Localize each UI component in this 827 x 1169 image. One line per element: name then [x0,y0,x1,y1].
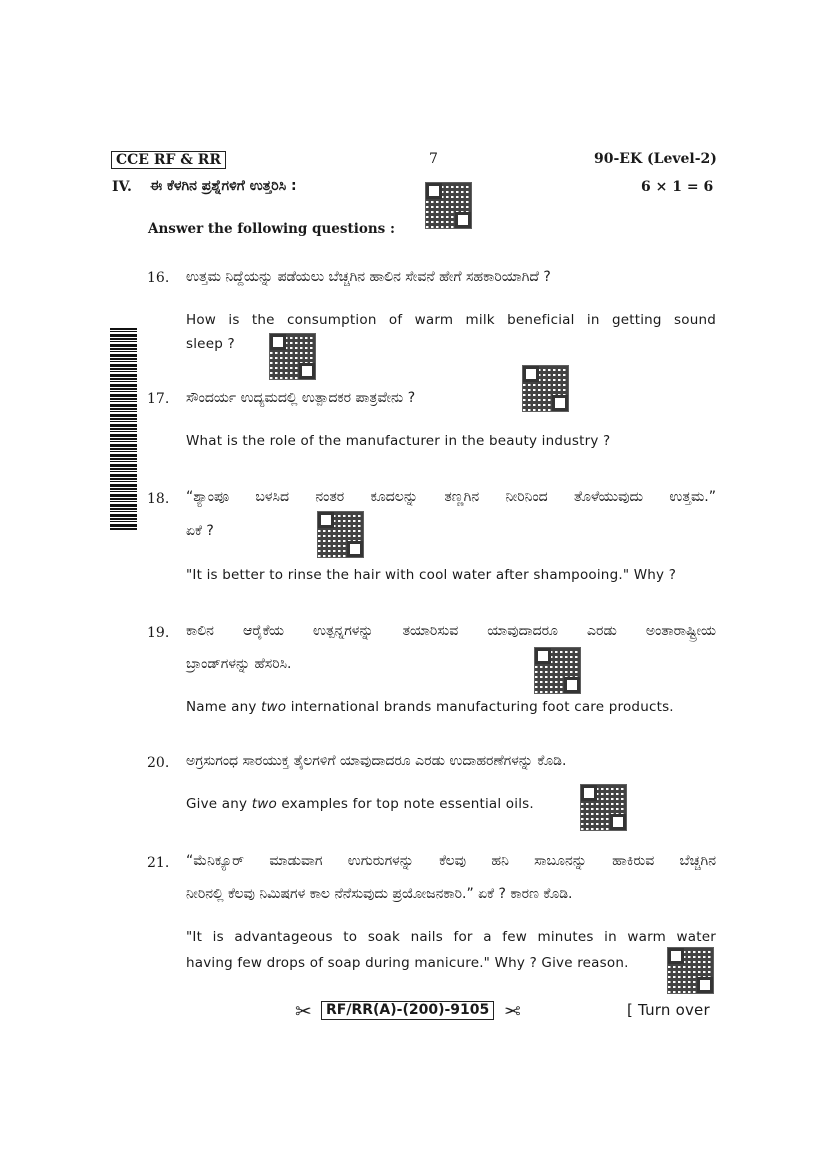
question-english-cont: having few drops of soap during manicure." Why ? Give reason. [186,955,629,971]
question-kannada: “ಮೆನಿಕ್ಯೂರ್ ಮಾಡುವಾಗ ಉಗುರುಗಳನ್ನು ಕೆಲವು ಹನಿ ಸಾಬೂನನ್ನು ಹಾಕಿರುವ ಬೆಚ್ಚಗಿನ [186,853,716,869]
question-english: "It is advantageous to soak nails for a few minutes in warm water [186,929,716,945]
question-kannada: ಉತ್ತಮ ನಿದ್ದೆಯನ್ನು ಪಡೆಯಲು ಬೆಚ್ಚಗಿನ ಹಾಲಿನ ಸೇವನೆ ಹೇಗೆ ಸಹಕಾರಿಯಾಗಿದೆ ? [186,269,551,285]
side-barcode [110,328,137,531]
question-number: 16. [147,270,170,286]
question-english [186,699,674,715]
section-marks: 6 × 1 = 6 [641,179,714,195]
paper-code: CCE RF & RR [116,152,222,168]
question-number: 17. [147,391,170,407]
question-english-post: examples for top note essential oils. [276,796,534,812]
page-number: 7 [429,151,438,167]
subject-code: 90-EK (Level-2) [594,151,717,167]
ornament-right-icon: ✂ [504,999,521,1023]
question-kannada: ಅಗ್ರಸುಗಂಧ ಸಾರಯುಕ್ತ ತೈಲಗಳಿಗೆ ಯಾವುದಾದರೂ ಎರಡು ಉದಾಹರಣೆಗಳನ್ನು ಕೊಡಿ. [186,753,567,769]
question-kannada-cont: ಏಕೆ ? [186,523,214,539]
section-title-kannada: ಈ ಕೆಳಗಿನ ಪ್ರಶ್ನೆಗಳಿಗೆ ಉತ್ತರಿಸಿ : [150,178,297,194]
question-english: How is the consumption of warm milk beneficial in getting sound [186,312,716,328]
section-title-english: Answer the following questions : [148,221,395,237]
qr-code-image [426,183,471,228]
question-english-post: international brands manufacturing foot care products. [286,699,674,715]
question-english-pre: Give any [186,796,252,812]
question-kannada: “ಶ್ಯಾಂಪೂ ಬಳಸಿದ ನಂತರ ಕೂದಲನ್ನು ತಣ್ಣಗಿನ ನೀರಿನಿಂದ ತೊಳೆಯುವುದು ಉತ್ತಮ.” [186,489,716,505]
question-english-emphasis: two [261,699,287,715]
question-kannada: ಸೌಂದರ್ಯ ಉದ್ಯಮದಲ್ಲಿ ಉತ್ಪಾದಕರ ಪಾತ್ರವೇನು ? [186,390,416,406]
question-english-pre: Name any [186,699,262,715]
question-kannada: ಕಾಲಿನ ಆರೈಕೆಯ ಉತ್ಪನ್ನಗಳನ್ನು ತಯಾರಿಸುವ ಯಾವುದಾದರೂ ಎರಡು ಅಂತಾರಾಷ್ಟ್ರೀಯ [186,623,716,639]
question-english-emphasis: two [251,796,277,812]
question-number: 20. [147,755,170,771]
turn-over-label: [ Turn over [627,1001,710,1019]
qr-code-image [668,948,713,993]
question-english-cont: sleep ? [186,336,235,352]
question-number: 19. [147,625,170,641]
question-english: What is the role of the manufacturer in the beauty industry ? [186,433,611,449]
qr-code-image [535,648,580,693]
qr-code-image [581,785,626,830]
question-kannada-cont: ನೀರಿನಲ್ಲಿ ಕೆಲವು ನಿಮಿಷಗಳ ಕಾಲ ನೆನೆಸುವುದು ಪ್ರಯೋಜನಕಾರಿ.” ಏಕೆ ? ಕಾರಣ ಕೊಡಿ. [186,886,573,902]
question-english: "It is better to rinse the hair with cool water after shampooing." Why ? [186,567,677,583]
paper-code-box [111,151,226,169]
question-kannada-cont: ಬ್ರಾಂಡ್‌ಗಳನ್ನು ಹೆಸರಿಸಿ. [186,656,292,672]
question-number: 21. [147,855,170,871]
footer-paper-code: RF/RR(A)-(200)-9105 [321,1001,494,1020]
qr-code-image [523,366,568,411]
question-english [186,796,534,812]
qr-code-image [270,334,315,379]
qr-code-image [318,512,363,557]
ornament-left-icon: ✂ [295,999,312,1023]
question-number: 18. [147,491,170,507]
section-number: IV. [112,179,132,195]
